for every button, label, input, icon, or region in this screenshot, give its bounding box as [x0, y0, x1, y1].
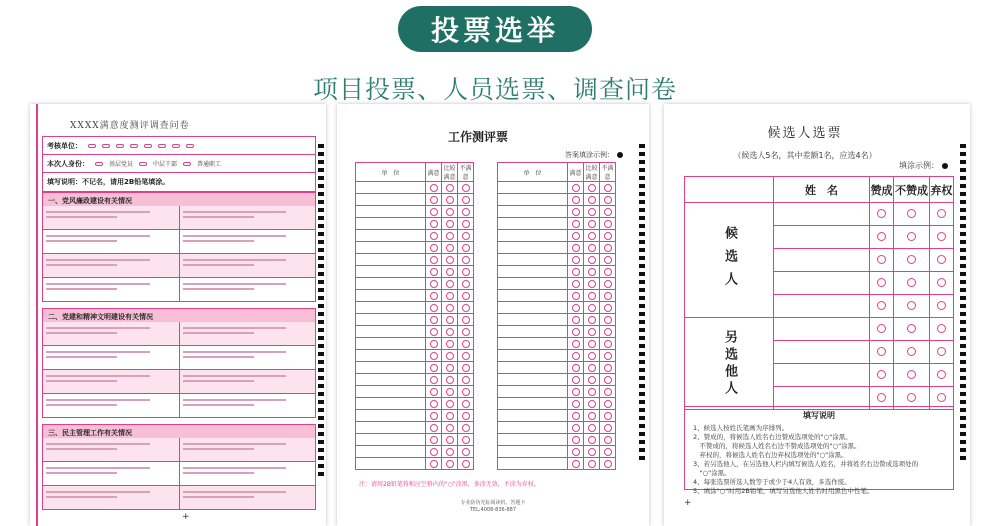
- instructions-title: 填写说明: [803, 411, 835, 420]
- registration-mark: +: [684, 498, 692, 508]
- instruction-line: 1、候选人按姓氏笔画为序排列。: [693, 424, 789, 432]
- fill-example: [899, 160, 948, 171]
- section-heading: 一、党风廉政建设有关情况: [42, 192, 316, 210]
- instruction-line: "○"涂黑。: [693, 469, 731, 477]
- ballot-table: [684, 176, 954, 410]
- column-header: 满意: [426, 163, 442, 182]
- timing-marks: [960, 144, 966, 464]
- instructions-row: [43, 173, 315, 191]
- timing-marks: [318, 144, 324, 480]
- identity-row: [43, 155, 315, 173]
- identity-option: 中层干部: [153, 161, 178, 168]
- section-heading: 三、民主管理工作有关情况: [42, 424, 316, 442]
- edge-line: [36, 104, 38, 526]
- column-header: 单 位: [356, 163, 426, 182]
- question-grid: [42, 206, 316, 302]
- ballot-subtitle: （候选人5名，其中差额1名，应选4名）: [733, 151, 877, 160]
- instructions-label: 填写说明：不记名，请用2B铅笔填涂。: [47, 178, 170, 186]
- questionnaire-sheet: [30, 104, 326, 526]
- instruction-line: 5、填涂"○"时用2B铅笔，填写另选他人姓名时用黑色中性笔。: [693, 487, 874, 495]
- column-header: 赞成: [870, 177, 894, 203]
- candidates-group-label: 候选人: [685, 203, 774, 318]
- column-header: 弃权: [929, 177, 953, 203]
- evaluation-footer: [337, 500, 649, 514]
- question-grid: [42, 438, 316, 510]
- evaluation-sheet: [337, 104, 649, 526]
- questionnaire-header-box: [42, 136, 316, 192]
- evaluation-rows: [356, 182, 474, 470]
- identity-option: 基层党员: [109, 161, 134, 168]
- filled-dot-icon: [942, 163, 948, 169]
- identity-label: 本次人身份：: [47, 159, 89, 168]
- instruction-line: 3、若另选他人，在另选他人栏内填写候选人姓名，并将姓名右边赞成选项处的: [693, 460, 919, 468]
- ballot-title: 候选人选票: [767, 126, 843, 141]
- instruction-line: 不赞成的，将候选人姓名右边不赞成选项处的"○"涂黑。: [693, 442, 861, 450]
- registration-mark: +: [182, 512, 190, 522]
- column-header: 比较满意: [584, 163, 600, 182]
- evaluation-table-right: [497, 162, 616, 470]
- answer-example-label: 答案填涂示例：: [565, 151, 614, 159]
- answer-example: [565, 150, 623, 160]
- questionnaire-title: XXXX满意度测评调查问卷: [70, 121, 190, 131]
- others-group-label: 另选他人: [685, 318, 774, 410]
- column-header: 不赞成: [894, 177, 930, 203]
- footer-company: 专业防伪光标阅读机、答题卡: [460, 500, 526, 506]
- page-subtitle: 项目投票、人员选票、调查问卷: [312, 75, 677, 104]
- evaluation-rows: [498, 182, 616, 470]
- column-header: 满意: [568, 163, 584, 182]
- unit-label: 考核单位：: [47, 141, 82, 150]
- column-header: 不满意: [600, 163, 616, 182]
- instruction-line: 4、每张选票所选人数等于或少于4人有效，多选作废。: [693, 478, 851, 486]
- column-header: 比较满意: [442, 163, 458, 182]
- evaluation-table-left: [355, 162, 474, 470]
- ballot-sheet: [664, 104, 970, 526]
- page-title-badge: 投票选举: [398, 6, 592, 52]
- identity-option: 普通职工: [197, 161, 222, 168]
- ballot-instructions: [684, 406, 954, 495]
- evaluation-note: 注：请用2B铅笔将相应空格内的"○"涂黑，多涂无效，不涂为弃权。: [359, 481, 540, 488]
- unit-row: [43, 137, 315, 155]
- evaluation-title: 工作测评票: [447, 130, 508, 144]
- question-grid: [42, 322, 316, 418]
- column-header: 姓 名: [774, 177, 870, 203]
- timing-marks: [639, 144, 645, 464]
- section-heading: 二、党建和精神文明建设有关情况: [42, 308, 316, 326]
- column-header: 单 位: [498, 163, 568, 182]
- fill-example-label: 填涂示例：: [899, 161, 939, 170]
- filled-dot-icon: [617, 152, 623, 158]
- instruction-line: 弃权的，将候选人姓名右边弃权选项处的"○"涂黑。: [693, 451, 848, 459]
- footer-phone: TEL:4008-836-887: [469, 507, 517, 513]
- column-header: 不满意: [458, 163, 474, 182]
- instruction-line: 2、赞成的，将候选人姓名右边赞成选项处的"○"涂黑。: [693, 433, 852, 441]
